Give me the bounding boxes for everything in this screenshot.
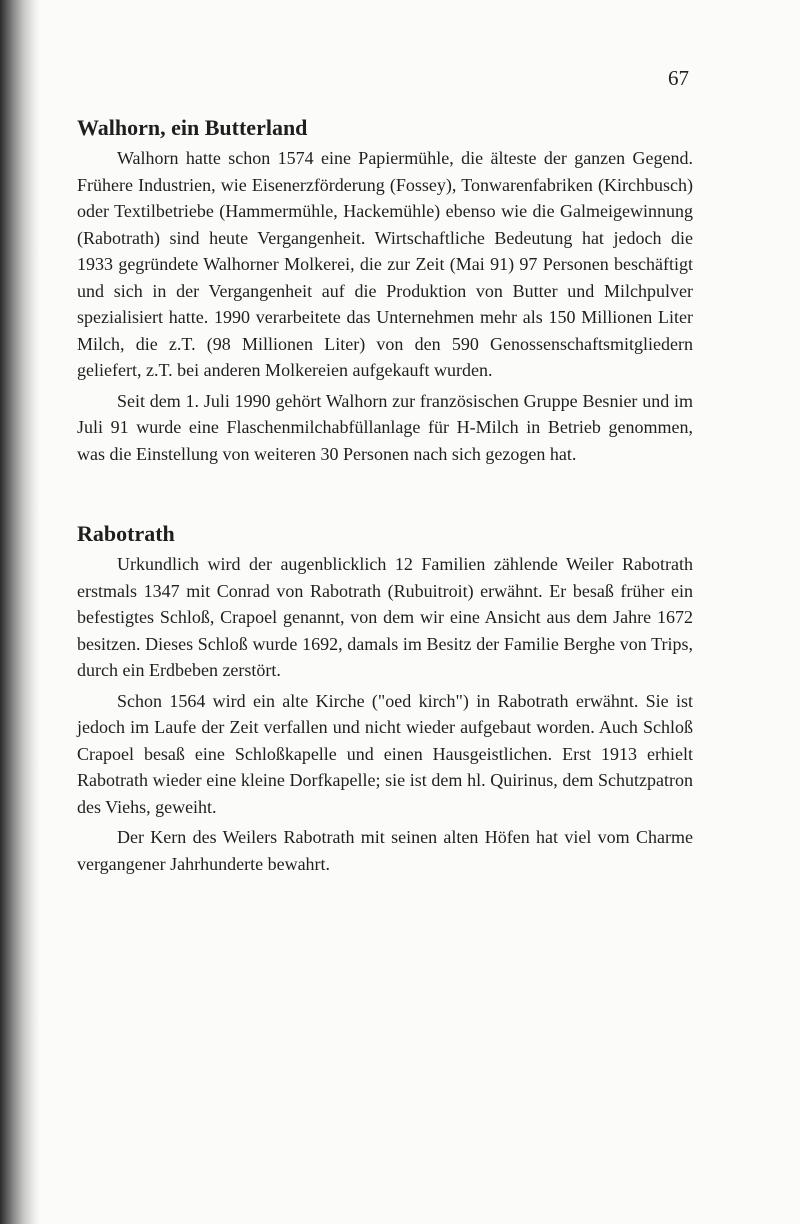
section-walhorn: [77, 113, 693, 467]
paragraph: Walhorn hatte schon 1574 eine Papiermühle, die älteste der ganzen Gegend. Frühere Industrien, wie Eisenerzförderung (Fossey), Tonwarenfabriken (Kirchbusch) oder Textilbetriebe (Hammermühle, Hackemühle) ebenso wie die Galmeigewinnung (Rabotrath) sind heute Vergangenheit. Wirtschaftliche Bedeutung hat jedoch die 1933 gegründete Walhorner Molkerei, die zur Zeit (Mai 91) 97 Personen beschäftigt und sich in der Vergangenheit auf die Produktion von Butter und Milchpulver spezialisiert hatte. 1990 verarbeitete das Unternehmen mehr als 150 Millionen Liter Milch, die z.T. (98 Millionen Liter) von den 590 Genossenschaftsmitgliedern geliefert, z.T. bei anderen Molkereien aufgekauft wurden.: [77, 148, 693, 380]
binding-shadow: [0, 0, 40, 1224]
page-content: [77, 113, 693, 877]
paragraph: Urkundlich wird der augenblicklich 12 Familien zählende Weiler Rabotrath erstmals 1347 mit Conrad von Rabotrath (Rubuitroit) erwähnt. Er besaß früher ein befestigtes Schloß, Crapoel genannt, von dem wir eine Ansicht aus dem Jahre 1672 besitzen. Dieses Schloß wurde 1692, damals im Besitz der Familie Berghe von Trips, durch ein Erdbeben zerstört.: [77, 554, 693, 680]
paragraph: Seit dem 1. Juli 1990 gehört Walhorn zur französischen Gruppe Besnier und im Juli 91 wurde eine Flaschenmilchabfüllanlage für H-Milch in Betrieb genommen, was die Einstellung von weiteren 30 Personen nach sich gezogen hat.: [77, 390, 693, 464]
section-title: Walhorn, ein Butterland: [77, 115, 308, 140]
paragraph: Schon 1564 wird ein alte Kirche ("oed kirch") in Rabotrath erwähnt. Sie ist jedoch im Laufe der Zeit verfallen und nicht wieder aufgebaut worden. Auch Schloß Crapoel besaß eine Schloßkapelle und einen Hausgeistlichen. Erst 1913 erhielt Rabotrath wieder eine kleine Dorfkapelle; sie ist dem hl. Quirinus, dem Schutzpatron des Viehs, geweiht.: [77, 690, 693, 817]
section-title: Rabotrath: [77, 521, 175, 546]
paragraph: Der Kern des Weilers Rabotrath mit seinen alten Höfen hat viel vom Charme vergangener Jahrhunderte bewahrt.: [77, 827, 693, 874]
page-number: 67: [668, 66, 689, 90]
section-rabotrath: [77, 519, 693, 877]
